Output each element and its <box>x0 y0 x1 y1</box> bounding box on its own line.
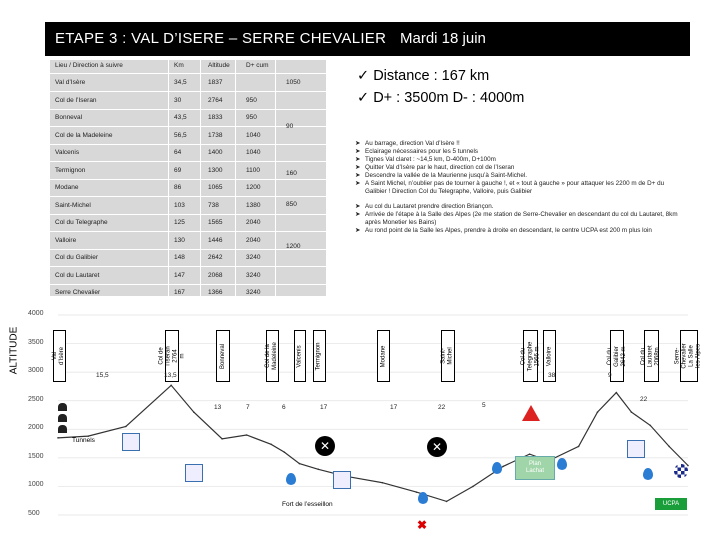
y-tick-label: 3500 <box>28 338 44 346</box>
profile-point <box>125 426 127 428</box>
table-cell-alt: 1446 <box>208 236 223 244</box>
table-cell-km: 64 <box>174 149 182 156</box>
cross-icon: ✖ <box>417 518 428 532</box>
y-tick-label: 4000 <box>28 310 44 317</box>
segment-length-label: 38 <box>548 372 556 379</box>
profile-point <box>317 468 319 470</box>
table-cell-km: 69 <box>174 166 182 174</box>
y-tick-label: 2500 <box>28 395 44 403</box>
profile-point <box>299 463 301 465</box>
table-cell-km: 86 <box>174 184 182 191</box>
profile-point <box>446 501 448 503</box>
restaurant-icon: ✕ <box>427 437 447 457</box>
profile-point <box>170 384 172 386</box>
place-label <box>606 330 627 382</box>
place-label-text: Col de la Madeleine <box>265 342 279 370</box>
profile-point <box>221 438 223 440</box>
table-divider <box>50 91 326 92</box>
table-column-divider <box>235 60 236 296</box>
segment-length-label: 15,5 <box>96 372 109 379</box>
y-tick-label: 3000 <box>28 367 44 375</box>
segment-length-label: 17 <box>390 404 398 411</box>
table-cell-alt: 2068 <box>208 271 223 279</box>
profile-point <box>382 482 384 484</box>
note-text: Tignes Val claret : ~14,5 km, D-400m, D+100m <box>365 156 496 163</box>
profile-points <box>57 384 689 502</box>
y-tick-label: 1000 <box>28 481 44 489</box>
plan-lachat-label: Plan Lachat <box>525 461 544 474</box>
place-label-text: Col du Lautaret 2068m <box>640 344 661 368</box>
place-label-text: Valcenis <box>296 344 303 368</box>
arrow-icon: ➤ <box>355 140 361 147</box>
place-label <box>520 330 541 382</box>
map-icon <box>122 433 140 451</box>
table-cell-lieu: Col du Galibier <box>55 254 98 261</box>
table-cell-alt: 738 <box>208 201 219 209</box>
table-cell-km: 130 <box>174 236 185 244</box>
table-cell-dcum: 3240 <box>246 289 261 296</box>
table-segment-climb: 90 <box>286 123 294 130</box>
note-text: Eclairage nécessaires pour les 5 tunnels <box>365 148 479 155</box>
table-cell-lieu: Termignon <box>55 166 86 174</box>
table-cell-lieu: Bonneval <box>55 114 83 121</box>
restaurant-icon: ✕ <box>315 436 335 456</box>
table-cell-alt: 1366 <box>208 289 223 296</box>
profile-point <box>246 434 248 436</box>
tunnels-label: Tunnels <box>72 437 95 444</box>
segment-length-label: 17 <box>320 404 328 411</box>
segment-length-label: 7 <box>246 404 250 411</box>
table-segment-climb: 850 <box>286 201 297 208</box>
water-icon <box>492 462 502 474</box>
arrow-icon: ➤ <box>355 226 361 234</box>
ucpa-label: UCPA <box>662 501 680 507</box>
profile-point <box>578 446 580 448</box>
table-divider <box>50 249 326 250</box>
table-divider <box>50 196 326 197</box>
table-divider <box>50 231 326 232</box>
ucpa-badge <box>655 498 687 510</box>
table-divider <box>50 301 326 302</box>
place-label-text: Col du Telegraphe 1566 m <box>520 341 541 371</box>
place-label <box>266 330 279 382</box>
water-icon <box>643 468 653 480</box>
table-cell-alt: 1565 <box>208 219 223 226</box>
place-label <box>313 330 326 382</box>
tunnel-icon <box>58 425 67 433</box>
altitude-axis-title: ALTITUDE <box>8 326 20 375</box>
profile-point <box>597 411 599 413</box>
header-bar <box>45 22 690 56</box>
table-divider <box>50 214 326 215</box>
table-divider <box>50 161 326 162</box>
table-cell-km: 147 <box>174 271 185 279</box>
table-cell-dcum: 1040 <box>246 149 261 156</box>
tunnel-icons <box>58 403 68 443</box>
finish-flag-icon <box>674 464 688 478</box>
table-cell-dcum: 2040 <box>246 236 261 244</box>
arrow-icon: ➤ <box>355 148 361 155</box>
table-cell-km: 148 <box>174 254 185 261</box>
stage-date: Mardi 18 juin <box>400 30 486 47</box>
arrow-icon: ➤ <box>355 180 361 187</box>
table-cell-dcum: 2040 <box>246 219 261 226</box>
place-label <box>53 330 66 382</box>
table-cell-dcum: 1040 <box>246 131 261 139</box>
check-icon: ✓ <box>357 90 374 106</box>
place-label-text: Col du Galibier 2642 m <box>606 345 627 367</box>
table-cell-dcum: 3240 <box>246 254 261 261</box>
place-label <box>377 330 390 382</box>
arrow-icon: ➤ <box>355 211 361 218</box>
table-divider <box>50 73 326 74</box>
summary-elevation: ✓ D+ : 3500m D- : 4000m <box>357 90 525 106</box>
arrow-icon: ➤ <box>355 156 361 163</box>
table-header-cell: Km <box>174 62 184 69</box>
map-icon <box>333 471 351 489</box>
place-label-text: Saint-Michel <box>440 347 454 365</box>
note-text: Au rond point de la Salle les Alpes, prendre à droite en descendant, le centre UCPA est 200 m plus loin <box>365 226 652 234</box>
table-cell-alt: 1400 <box>208 149 223 156</box>
profile-point <box>631 411 633 413</box>
tunnel-icon <box>58 403 67 411</box>
table-cell-alt: 1300 <box>208 166 223 174</box>
y-tick-label: 2000 <box>28 424 44 432</box>
note-text: Au barrage, direction Val d’Isère !! <box>365 140 460 147</box>
table-segment-climb: 1050 <box>286 79 301 86</box>
table-cell-km: 56,5 <box>174 131 187 139</box>
table-divider <box>50 266 326 267</box>
table-header-cell: Lieu / Direction à suivre <box>55 62 123 69</box>
note-text: A Saint Michel, n’oublier pas de tourner à gauche !, et « tout à gauche » pour attaquer les 2200 m de D+ du Galibier ! Direction Col du Telegraphe, Valloire, puis Galibier <box>365 180 665 195</box>
place-label-text: Col de l’Iseran 2764 m <box>158 346 186 366</box>
table-column-divider <box>275 60 276 296</box>
table-cell-lieu: Col de la Madeleine <box>55 131 113 139</box>
note-text: Au col du Lautaret prendre direction Briançon. <box>365 203 494 210</box>
fortin-label: Fort de l’esseillon <box>282 501 333 508</box>
profile-point <box>668 446 670 448</box>
profile-point <box>416 491 418 493</box>
y-tick-label: 500 <box>28 510 40 517</box>
table-cell-km: 103 <box>174 201 185 209</box>
place-label-text: Bonneval <box>219 343 226 369</box>
place-label <box>640 330 661 382</box>
table-cell-dcum: 1380 <box>246 201 261 209</box>
map-icon <box>185 464 203 482</box>
gridlines <box>58 315 688 515</box>
profile-point <box>193 411 195 413</box>
arrow-icon: ➤ <box>355 203 361 210</box>
place-label <box>216 330 230 382</box>
arrow-icon: ➤ <box>355 172 361 179</box>
plan-lachat-badge <box>515 456 555 480</box>
map-icon <box>627 440 645 458</box>
water-icon <box>418 492 428 504</box>
page-title: ETAPE 3 : VAL D’ISERE – SERRE CHEVALIER <box>55 30 387 47</box>
segment-length-label: 9 <box>608 372 612 379</box>
table-cell-lieu: Modane <box>55 184 79 191</box>
profile-line <box>58 385 688 501</box>
table-column-divider <box>168 60 169 296</box>
segment-length-label: 22 <box>640 396 648 403</box>
y-tick-label: 1500 <box>28 452 44 460</box>
note-text: Quitter Val d’Isère par le haut, direction col de l’Iseran <box>365 164 515 171</box>
place-label-text: Modane <box>379 345 386 367</box>
table-cell-km: 34,5 <box>174 79 187 86</box>
profile-point <box>284 451 286 453</box>
table-cell-lieu: Val d’Isère <box>55 79 86 86</box>
table-cell-lieu: Col de l’Iseran <box>55 96 97 104</box>
profile-point <box>687 465 689 467</box>
profile-point <box>616 392 618 394</box>
segment-length-label: 5 <box>482 402 486 409</box>
table-cell-lieu: Col du Lautaret <box>55 271 100 279</box>
profile-point <box>472 486 474 488</box>
table-divider <box>50 284 326 285</box>
table-cell-dcum: 3240 <box>246 271 261 279</box>
table-cell-km: 43,5 <box>174 114 187 121</box>
segment-length-label: 13,5 <box>164 372 177 379</box>
place-label-text: Valloire <box>545 346 552 366</box>
table-header-cell: Altitude <box>208 62 230 69</box>
table-cell-lieu: Serre Chevalier <box>55 289 101 296</box>
profile-point <box>649 425 651 427</box>
table-cell-km: 125 <box>174 219 185 226</box>
table-cell-lieu: Valloire <box>55 236 77 244</box>
place-label-text: Val d’Isère <box>52 346 65 365</box>
table-cell-km: 167 <box>174 289 185 296</box>
table-divider <box>50 126 326 127</box>
table-cell-lieu: Saint-Michel <box>55 201 91 209</box>
table-divider <box>50 179 326 180</box>
table-cell-dcum: 950 <box>246 114 257 121</box>
profile-point <box>502 466 504 468</box>
table-cell-dcum: 950 <box>246 96 257 104</box>
segment-length-label: 13 <box>214 404 222 411</box>
route-table <box>50 60 326 296</box>
tunnel-icon <box>58 414 67 422</box>
note-text: Arrivée de l’étape à la Salle des Alpes (2e me station de Serre-Chevalier en descendant du col du Lautaret, 8km après Monetier les Bains) <box>365 211 678 226</box>
table-cell-alt: 1065 <box>208 184 223 191</box>
table-cell-dcum: 1100 <box>246 166 260 174</box>
profile-point <box>270 443 272 445</box>
table-divider <box>50 144 326 145</box>
place-label-text: Termignon <box>315 341 322 371</box>
water-icon <box>286 473 296 485</box>
table-column-divider <box>200 60 201 296</box>
table-divider <box>50 109 326 110</box>
table-segment-climb: 1200 <box>286 243 301 250</box>
place-label <box>675 330 702 382</box>
segment-length-label: 22 <box>438 404 446 411</box>
table-segment-climb: 160 <box>286 170 297 177</box>
note-text: Descendre la vallée de la Maurienne jusqu’à Saint-Michel. <box>365 172 528 179</box>
table-cell-km: 30 <box>174 96 182 104</box>
table-cell-alt: 1833 <box>208 114 223 121</box>
profile-point <box>529 453 531 455</box>
table-cell-lieu: Col du Telegraphe <box>55 219 108 226</box>
arrow-icon: ➤ <box>355 164 361 171</box>
table-cell-alt: 2642 <box>208 254 223 261</box>
table-cell-lieu: Valcenis <box>55 149 80 156</box>
table-header-cell: D+ cum <box>246 62 269 69</box>
check-icon: ✓ <box>357 68 374 84</box>
table-cell-dcum: 1200 <box>246 184 261 191</box>
place-label-text: Serre-Chevalier La Salle les Alpes <box>675 343 702 369</box>
water-icon <box>557 458 567 470</box>
place-label <box>294 330 306 382</box>
segment-length-label: 6 <box>282 404 286 411</box>
table-cell-alt: 1837 <box>208 79 223 86</box>
table-cell-alt: 2764 <box>208 96 223 104</box>
summary-distance: ✓ Distance : 167 km <box>357 68 490 84</box>
place-label <box>441 330 455 382</box>
warning-icon <box>522 405 540 421</box>
table-cell-alt: 1738 <box>208 131 223 139</box>
